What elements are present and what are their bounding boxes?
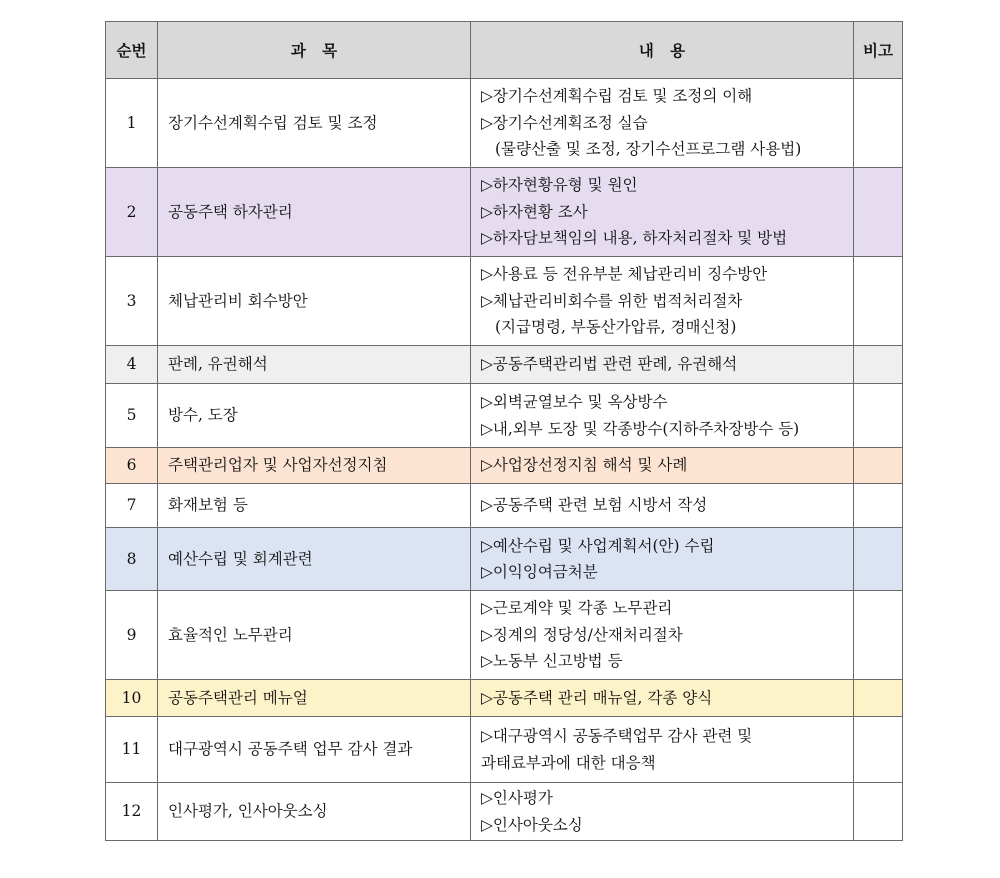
row-content [471,591,854,680]
row-subject: 주택관리업자 및 사업자선정지침 [158,448,471,484]
row-num: 3 [106,257,158,346]
row-num: 7 [106,484,158,528]
content-line: ▷이익잉여금처분 [481,563,598,581]
row-content [471,528,854,591]
content-line: (지급명령, 부동산가압류, 경매신청) [495,318,737,337]
content-line: ▷인사아웃소싱 [481,815,583,834]
table-row [106,346,903,384]
content-line: ▷장기수선계획조정 실습 [481,113,648,132]
row-note [854,168,903,257]
row-content [471,168,854,257]
row-note [854,783,903,841]
row-note [854,528,903,591]
row-content [471,79,854,168]
row-num: 8 [106,528,158,591]
row-subject: 판례, 유권해석 [158,346,471,384]
header-subject: 과 목 [158,22,471,79]
row-subject: 인사평가, 인사아웃소싱 [158,783,471,841]
curriculum-table [105,21,903,841]
row-subject: 공동주택 하자관리 [158,168,471,257]
row-num: 9 [106,591,158,680]
row-note [854,484,903,528]
content-line: ▷근로계약 및 각종 노무관리 [481,599,673,618]
content-line: ▷노동부 신고방법 등 [481,652,623,671]
row-subject: 예산수립 및 회계관련 [158,528,471,591]
row-subject: 장기수선계획수립 검토 및 조정 [158,79,471,168]
row-subject: 방수, 도장 [158,384,471,448]
table-header-row [106,22,903,79]
table-row [106,680,903,717]
row-num: 2 [106,168,158,257]
row-content [471,783,854,841]
content-line: ▷사용료 등 전유부분 체납관리비 징수방안 [481,265,768,284]
row-content [471,384,854,448]
content-line: ▷체납관리비회수를 위한 법적처리절차 [481,291,743,310]
table-row [106,783,903,841]
table-row [106,484,903,528]
header-note: 비고 [854,22,903,79]
row-num: 11 [106,717,158,783]
row-num: 5 [106,384,158,448]
table-row [106,384,903,448]
table-row [106,257,903,346]
curriculum-table-wrapper [105,21,902,841]
content-line: ▷하자담보책임의 내용, 하자처리절차 및 방법 [481,229,788,248]
row-note [854,717,903,783]
content-line: (물량산출 및 조정, 장기수선프로그램 사용법) [495,140,802,159]
table-row [106,717,903,783]
row-num: 4 [106,346,158,384]
content-line: ▷사업장선정지침 해석 및 사례 [481,456,688,475]
row-content [471,680,854,717]
row-subject: 화재보험 등 [158,484,471,528]
table-row [106,528,903,591]
table-row [106,79,903,168]
content-line: ▷공동주택관리법 관련 판례, 유권해석 [481,355,738,374]
table-row [106,591,903,680]
row-note [854,384,903,448]
content-line: ▷하자현황유형 및 원인 [481,176,638,195]
row-num: 1 [106,79,158,168]
content-line: ▷징계의 정당성/산재처리절차 [481,625,683,644]
row-note [854,680,903,717]
row-content [471,346,854,384]
row-num: 10 [106,680,158,717]
content-line: ▷예산수립 및 사업계획서(안) 수립 [481,536,715,555]
content-line: ▷하자현황 조사 [481,202,588,221]
row-subject: 공동주택관리 메뉴얼 [158,680,471,717]
header-content: 내 용 [471,22,854,79]
table-row [106,448,903,484]
row-note [854,591,903,680]
content-line: ▷외벽균열보수 및 옥상방수 [481,393,668,411]
content-line: ▷장기수선계획수립 검토 및 조정의 이해 [481,87,753,106]
row-num: 12 [106,783,158,841]
content-line: ▷공동주택 관련 보험 시방서 작성 [481,496,708,515]
content-line: ▷내,외부 도장 및 각종방수(지하주차장방수 등) [481,419,800,438]
content-line: ▷인사평가 [481,789,553,807]
content-line: 과태료부과에 대한 대응책 [481,753,656,772]
row-note [854,257,903,346]
row-content [471,448,854,484]
row-note [854,448,903,484]
row-num: 6 [106,448,158,484]
row-subject: 대구광역시 공동주택 업무 감사 결과 [158,717,471,783]
content-line: ▷대구광역시 공동주택업무 감사 관련 및 [481,727,753,745]
row-content [471,717,854,783]
row-note [854,346,903,384]
row-content [471,484,854,528]
header-num: 순번 [106,22,158,79]
row-note [854,79,903,168]
row-subject: 효율적인 노무관리 [158,591,471,680]
content-line: ▷공동주택 관리 매뉴얼, 각종 양식 [481,688,713,707]
table-row [106,168,903,257]
row-content [471,257,854,346]
row-subject: 체납관리비 회수방안 [158,257,471,346]
